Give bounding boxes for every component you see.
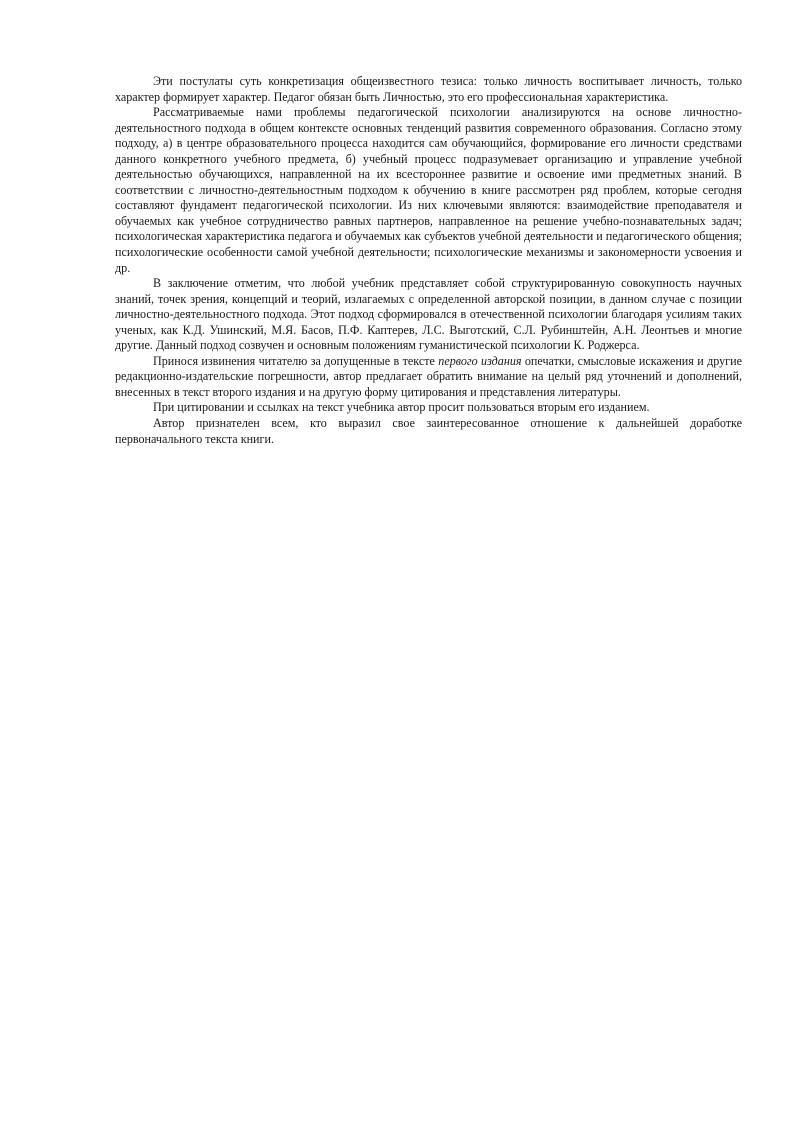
paragraph-citation: При цитировании и ссылках на текст учебника автор просит пользоваться вторым его изданием. [153, 400, 650, 415]
paragraph-gratitude: Автор признателен всем, кто выразил свое заинтересованное отношение к дальнейшей доработке первоначального текста книги. [115, 416, 742, 446]
apology-text-start: Принося извинения читателю за допущенные в тексте [153, 353, 439, 368]
apology-text-end: опечатки, смысловые искажения и другие редакционно-издательские погрешности, автор предлагает обратить внимание на целый ряд уточнений и дополнений, внесенных в текст второго издания и на другую форму цитирования и представления литературы. [115, 353, 742, 399]
paragraph-apology [115, 354, 742, 401]
first-edition-emphasis: первого издания [438, 353, 522, 368]
paragraph-approach: Рассматриваемые нами проблемы педагогической психологии анализируются на основе личностно-деятельностного подхода в общем контексте основных тенденций развития современного образования. Согласно этому подходу, а) в центре образовательного процесса находится сам обучающийся, формирование его личности средствами данного конкретного учебного предмета, б) учебный процесс подразумевает организацию и управление учебной деятельностью обучающихся, направленной на их всестороннее развитие и освоение ими предметных знаний. В соответствии с личностно-деятельностным подходом к обучению в книге рассмотрен ряд проблем, которые сегодня составляют фундамент педагогической психологии. Из них ключевыми являются: взаимодействие преподавателя и обучаемых как учебное сотрудничество равных партнеров, направленное на решение учебно-познавательных задач; психологическая характеристика педагога и обучаемых как субъектов учебной деятельности и педагогического общения; психологические особенности самой учебной деятельности; психологические механизмы и закономерности усвоения и др. [115, 105, 742, 275]
paragraph-postulates: Эти постулаты суть конкретизация общеизвестного тезиса: только личность воспитывает личность, только характер формирует характер. Педагог обязан быть Личностью, это его профессиональная характеристика. [115, 74, 742, 104]
paragraph-conclusion: В заключение отметим, что любой учебник представляет собой структурированную совокупность научных знаний, точек зрения, концепций и теорий, излагаемых с определенной авторской позиции, в данном случае с позиции личностно-деятельностного подхода. Этот подход сформировался в отечественной психологии благодаря усилиям таких ученых, как К.Д. Ушинский, М.Я. Басов, П.Ф. Каптерев, Л.С. Выготский, С.Л. Рубинштейн, А.Н. Леонтьев и многие другие. Данный подход созвучен и основным положениям гуманистической психологии К. Роджерса. [115, 276, 742, 353]
body-text [115, 74, 742, 447]
